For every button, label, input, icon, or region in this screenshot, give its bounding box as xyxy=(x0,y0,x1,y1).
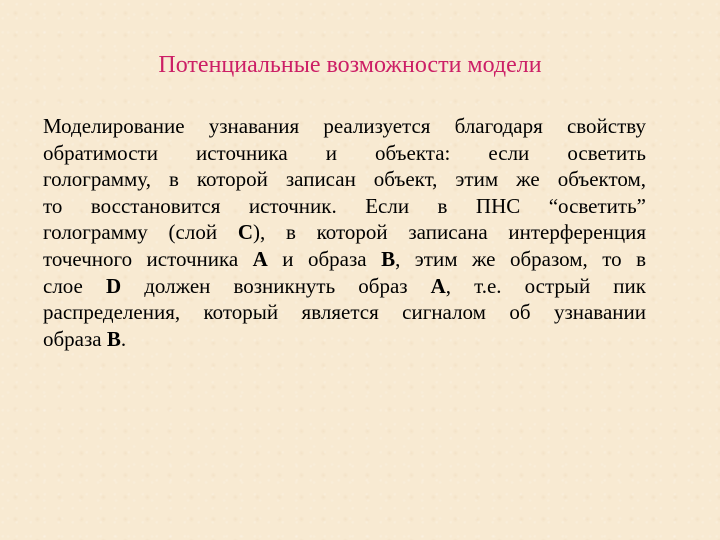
body-text-segment: точечного источника xyxy=(43,246,253,271)
body-line xyxy=(43,166,646,193)
slide-title: Потенциальные возможности модели xyxy=(158,52,542,78)
body-text-segment: то восстановится источник. Если в ПНС “осветить” xyxy=(43,193,646,218)
body-bold-label: В xyxy=(106,326,121,351)
body-text-segment: , этим же образом, то в xyxy=(395,246,646,271)
body-bold-label: А xyxy=(430,273,446,298)
body-line xyxy=(43,140,646,167)
body-text-segment: распределения, который является сигналом об узнавании xyxy=(43,300,646,325)
body-line xyxy=(43,273,646,300)
body-text-segment: образа xyxy=(43,326,107,351)
body-text-segment: . xyxy=(120,326,127,351)
body-text-segment: должен возникнуть образ xyxy=(121,273,431,298)
body-line xyxy=(43,299,646,326)
body-bold-label: В xyxy=(381,246,396,271)
body-bold-label: С xyxy=(237,220,253,245)
body-text-segment: слое xyxy=(43,273,106,298)
body-bold-label: D xyxy=(105,273,122,298)
body-line xyxy=(43,246,646,273)
body-line xyxy=(43,219,646,246)
body-text-segment: и образа xyxy=(267,246,382,271)
body-line xyxy=(43,113,646,140)
body-text-segment: голограмму, в которой записан объект, этим же объектом, xyxy=(43,167,646,192)
slide-body-text xyxy=(43,113,646,352)
body-text-segment: Моделирование узнавания реализуется благодаря свойству xyxy=(43,114,646,138)
body-text-segment: обратимости источника и объекта: если осветить xyxy=(43,140,646,165)
body-text-segment: голограмму (слой xyxy=(43,220,238,245)
body-line xyxy=(43,193,646,220)
body-line xyxy=(43,326,646,353)
body-bold-label: А xyxy=(252,246,268,271)
body-text-segment: ), в которой записана интерференция xyxy=(253,220,646,245)
body-text-segment: , т.е. острый пик xyxy=(445,273,646,298)
